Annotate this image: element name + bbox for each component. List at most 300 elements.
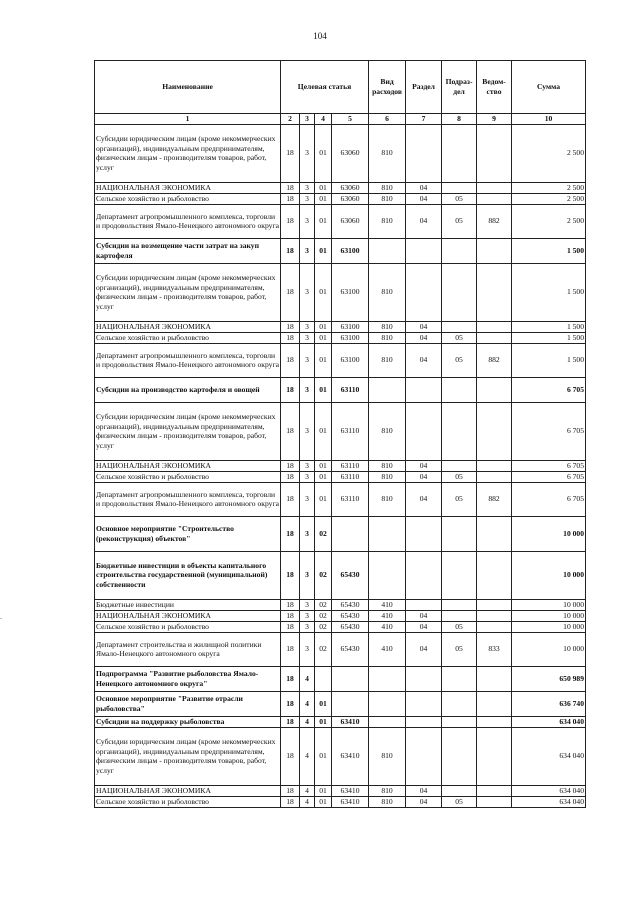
- page-number: 104: [313, 31, 327, 41]
- section: 04: [406, 460, 442, 471]
- table-row: [95, 402, 586, 460]
- column-number-row: [95, 114, 586, 125]
- target-code-1: 18: [281, 124, 300, 182]
- section: [406, 666, 442, 691]
- target-code-3: 01: [315, 193, 332, 204]
- target-code-2: 4: [300, 785, 315, 796]
- sum: 1 500: [512, 343, 586, 377]
- expense-type: 410: [369, 632, 406, 666]
- row-name: Департамент агропромышленного комплекса, торговли и продовольствия Ямало-Ненецкого автономного округа: [95, 204, 281, 238]
- target-code-3: 01: [315, 321, 332, 332]
- section: [406, 599, 442, 610]
- target-code-2: 3: [300, 124, 315, 182]
- department: [477, 599, 512, 610]
- section: [406, 377, 442, 402]
- target-code-1: 18: [281, 402, 300, 460]
- table-row: [95, 263, 586, 321]
- target-code-4: 63060: [332, 204, 369, 238]
- table-row: [95, 516, 586, 551]
- target-code-3: 01: [315, 796, 332, 807]
- target-code-3: 01: [315, 124, 332, 182]
- table-row: [95, 204, 586, 238]
- target-code-4: 63410: [332, 785, 369, 796]
- subsection: 05: [442, 621, 477, 632]
- target-code-2: 3: [300, 632, 315, 666]
- subsection: 05: [442, 343, 477, 377]
- section: [406, 727, 442, 785]
- department: [477, 263, 512, 321]
- expense-type: [369, 238, 406, 263]
- section: [406, 551, 442, 599]
- expense-type: 810: [369, 471, 406, 482]
- expense-type: 810: [369, 727, 406, 785]
- column-number: 6: [369, 114, 406, 125]
- department: [477, 621, 512, 632]
- target-code-3: 01: [315, 204, 332, 238]
- target-code-2: 3: [300, 193, 315, 204]
- target-code-3: 01: [315, 482, 332, 516]
- target-code-1: 18: [281, 182, 300, 193]
- sum: 1 500: [512, 321, 586, 332]
- target-code-4: 63410: [332, 716, 369, 727]
- target-code-3: 01: [315, 182, 332, 193]
- department: [477, 182, 512, 193]
- target-code-2: 3: [300, 610, 315, 621]
- target-code-1: 18: [281, 332, 300, 343]
- target-code-4: 63100: [332, 332, 369, 343]
- header-expense-type: Вид расходов: [369, 61, 406, 114]
- section: 04: [406, 204, 442, 238]
- sum: 6 705: [512, 377, 586, 402]
- subsection: 05: [442, 471, 477, 482]
- row-name: Сельское хозяйство и рыболовство: [95, 471, 281, 482]
- column-number: 5: [332, 114, 369, 125]
- expense-type: [369, 377, 406, 402]
- expense-type: 810: [369, 343, 406, 377]
- row-name: Субсидии на возмещение части затрат на закуп картофеля: [95, 238, 281, 263]
- target-code-3: 01: [315, 238, 332, 263]
- target-code-4: 63060: [332, 193, 369, 204]
- target-code-2: 4: [300, 716, 315, 727]
- row-name: Департамент агропромышленного комплекса, торговли и продовольствия Ямало-Ненецкого автономного округа: [95, 482, 281, 516]
- target-code-4: 63110: [332, 377, 369, 402]
- section: 04: [406, 632, 442, 666]
- subsection: [442, 610, 477, 621]
- table-row: [95, 796, 586, 807]
- department: [477, 471, 512, 482]
- department: [477, 516, 512, 551]
- subsection: 05: [442, 796, 477, 807]
- target-code-2: 3: [300, 471, 315, 482]
- target-code-2: 3: [300, 321, 315, 332]
- target-code-1: 18: [281, 321, 300, 332]
- target-code-3: 01: [315, 377, 332, 402]
- sum: 10 000: [512, 599, 586, 610]
- target-code-1: 18: [281, 551, 300, 599]
- target-code-4: 65430: [332, 599, 369, 610]
- department: 882: [477, 343, 512, 377]
- row-name: НАЦИОНАЛЬНАЯ ЭКОНОМИКА: [95, 321, 281, 332]
- table-row: [95, 321, 586, 332]
- subsection: [442, 599, 477, 610]
- target-code-4: 63110: [332, 471, 369, 482]
- section: 04: [406, 343, 442, 377]
- sum: 634 040: [512, 727, 586, 785]
- expense-type: 810: [369, 402, 406, 460]
- row-name: Основное мероприятие "Развитие отрасли рыболовства": [95, 691, 281, 716]
- expense-type: 810: [369, 182, 406, 193]
- subsection: 05: [442, 332, 477, 343]
- department: [477, 716, 512, 727]
- subsection: 05: [442, 193, 477, 204]
- row-name: Субсидии на производство картофеля и овощей: [95, 377, 281, 402]
- column-number: 7: [406, 114, 442, 125]
- row-name: Сельское хозяйство и рыболовство: [95, 621, 281, 632]
- section: [406, 263, 442, 321]
- section: 04: [406, 321, 442, 332]
- target-code-1: 18: [281, 471, 300, 482]
- table-row: [95, 666, 586, 691]
- target-code-1: 18: [281, 691, 300, 716]
- target-code-2: 3: [300, 482, 315, 516]
- sum: 2 500: [512, 193, 586, 204]
- target-code-2: 3: [300, 621, 315, 632]
- row-name: Субсидии юридическим лицам (кроме некоммерческих организаций), индивидуальным предпринимателям, физическим лицам - производителям товаров, работ, услуг: [95, 124, 281, 182]
- department: 882: [477, 482, 512, 516]
- target-code-3: 02: [315, 599, 332, 610]
- subsection: [442, 321, 477, 332]
- target-code-4: 65430: [332, 551, 369, 599]
- target-code-4: 63060: [332, 182, 369, 193]
- table-row: [95, 727, 586, 785]
- row-name: Субсидии юридическим лицам (кроме некоммерческих организаций), индивидуальным предпринимателям, физическим лицам - производителям товаров, работ, услуг: [95, 263, 281, 321]
- column-number: 4: [315, 114, 332, 125]
- target-code-1: 18: [281, 610, 300, 621]
- table-row: [95, 621, 586, 632]
- target-code-2: 3: [300, 263, 315, 321]
- subsection: [442, 691, 477, 716]
- table-row: [95, 482, 586, 516]
- header-sum: Сумма: [512, 61, 586, 114]
- row-name: НАЦИОНАЛЬНАЯ ЭКОНОМИКА: [95, 785, 281, 796]
- row-name: Подпрограмма "Развитие рыболовства Ямало-Ненецкого автономного округа": [95, 666, 281, 691]
- subsection: [442, 377, 477, 402]
- target-code-1: 18: [281, 263, 300, 321]
- header-department: Ведом-ство: [477, 61, 512, 114]
- expense-type: 810: [369, 193, 406, 204]
- sum: 6 705: [512, 402, 586, 460]
- target-code-4: 65430: [332, 632, 369, 666]
- section: [406, 516, 442, 551]
- department: [477, 321, 512, 332]
- target-code-3: 01: [315, 402, 332, 460]
- section: 04: [406, 796, 442, 807]
- expense-type: 810: [369, 460, 406, 471]
- sum: 6 705: [512, 482, 586, 516]
- section: [406, 124, 442, 182]
- table-body: [95, 124, 586, 807]
- target-code-1: 18: [281, 460, 300, 471]
- department: [477, 796, 512, 807]
- target-code-1: 18: [281, 666, 300, 691]
- department: [477, 460, 512, 471]
- target-code-1: 18: [281, 621, 300, 632]
- target-code-2: 4: [300, 727, 315, 785]
- section: [406, 691, 442, 716]
- target-code-2: 4: [300, 796, 315, 807]
- expense-type: 410: [369, 610, 406, 621]
- target-code-1: 18: [281, 193, 300, 204]
- expense-type: [369, 691, 406, 716]
- target-code-1: 18: [281, 516, 300, 551]
- target-code-4: 63100: [332, 263, 369, 321]
- subsection: [442, 124, 477, 182]
- sum: 6 705: [512, 471, 586, 482]
- target-code-4: 63060: [332, 124, 369, 182]
- section: 04: [406, 182, 442, 193]
- target-code-3: 02: [315, 516, 332, 551]
- table-row: [95, 610, 586, 621]
- subsection: [442, 666, 477, 691]
- department: [477, 610, 512, 621]
- subsection: [442, 727, 477, 785]
- row-name: НАЦИОНАЛЬНАЯ ЭКОНОМИКА: [95, 610, 281, 621]
- target-code-2: 3: [300, 551, 315, 599]
- target-code-2: 3: [300, 204, 315, 238]
- subsection: [442, 716, 477, 727]
- section: 04: [406, 621, 442, 632]
- sum: 1 500: [512, 263, 586, 321]
- target-code-1: 18: [281, 716, 300, 727]
- department: [477, 124, 512, 182]
- department: [477, 666, 512, 691]
- target-code-1: 18: [281, 377, 300, 402]
- target-code-3: 01: [315, 460, 332, 471]
- target-code-1: 18: [281, 796, 300, 807]
- column-number: 1: [95, 114, 281, 125]
- target-code-1: 18: [281, 482, 300, 516]
- target-code-3: 01: [315, 716, 332, 727]
- budget-table: [94, 60, 586, 808]
- target-code-3: [315, 666, 332, 691]
- row-name: Бюджетные инвестиции: [95, 599, 281, 610]
- target-code-4: 65430: [332, 610, 369, 621]
- row-name: Департамент строительства и жилищной политики Ямало-Ненецкого автономного округа: [95, 632, 281, 666]
- sum: 634 040: [512, 716, 586, 727]
- sum: 10 000: [512, 610, 586, 621]
- subsection: [442, 516, 477, 551]
- sum: 1 500: [512, 332, 586, 343]
- row-name: Субсидии юридическим лицам (кроме некоммерческих организаций), индивидуальным предпринимателям, физическим лицам - производителям товаров, работ, услуг: [95, 402, 281, 460]
- expense-type: 810: [369, 482, 406, 516]
- department: [477, 377, 512, 402]
- row-name: НАЦИОНАЛЬНАЯ ЭКОНОМИКА: [95, 460, 281, 471]
- target-code-4: 65430: [332, 621, 369, 632]
- subsection: [442, 402, 477, 460]
- table-row: [95, 238, 586, 263]
- department: [477, 691, 512, 716]
- table-row: [95, 377, 586, 402]
- target-code-3: 01: [315, 785, 332, 796]
- target-code-2: 4: [300, 666, 315, 691]
- sum: 10 000: [512, 621, 586, 632]
- table-row: [95, 785, 586, 796]
- target-code-3: 01: [315, 471, 332, 482]
- sum: 2 500: [512, 182, 586, 193]
- sum: 10 000: [512, 632, 586, 666]
- target-code-3: 01: [315, 332, 332, 343]
- target-code-4: [332, 516, 369, 551]
- sum: 636 740: [512, 691, 586, 716]
- sum: 6 705: [512, 460, 586, 471]
- target-code-2: 3: [300, 377, 315, 402]
- target-code-4: 63110: [332, 460, 369, 471]
- column-number: 10: [512, 114, 586, 125]
- table-row: [95, 193, 586, 204]
- subsection: 05: [442, 482, 477, 516]
- target-code-1: 18: [281, 238, 300, 263]
- column-number: 3: [300, 114, 315, 125]
- table-row: [95, 551, 586, 599]
- subsection: [442, 460, 477, 471]
- section: 04: [406, 332, 442, 343]
- target-code-1: 18: [281, 204, 300, 238]
- sum: 1 500: [512, 238, 586, 263]
- department: [477, 727, 512, 785]
- target-code-4: 63100: [332, 321, 369, 332]
- sum: 2 500: [512, 204, 586, 238]
- header-section: Раздел: [406, 61, 442, 114]
- table-row: [95, 460, 586, 471]
- expense-type: 810: [369, 785, 406, 796]
- expense-type: 810: [369, 263, 406, 321]
- expense-type: 410: [369, 599, 406, 610]
- expense-type: 810: [369, 321, 406, 332]
- department: [477, 402, 512, 460]
- target-code-3: 02: [315, 610, 332, 621]
- target-code-1: 18: [281, 632, 300, 666]
- department: [477, 193, 512, 204]
- section: [406, 716, 442, 727]
- section: 04: [406, 471, 442, 482]
- expense-type: [369, 516, 406, 551]
- row-name: Департамент агропромышленного комплекса, торговли и продовольствия Ямало-Ненецкого автономного округа: [95, 343, 281, 377]
- target-code-4: 63410: [332, 796, 369, 807]
- column-number: 2: [281, 114, 300, 125]
- target-code-4: 63410: [332, 727, 369, 785]
- subsection: [442, 785, 477, 796]
- table-row: [95, 691, 586, 716]
- target-code-4: [332, 666, 369, 691]
- target-code-1: 18: [281, 599, 300, 610]
- column-number: 9: [477, 114, 512, 125]
- target-code-3: 02: [315, 551, 332, 599]
- row-name: Субсидии на поддержку рыболовства: [95, 716, 281, 727]
- section: 04: [406, 785, 442, 796]
- target-code-3: 01: [315, 727, 332, 785]
- target-code-4: 63110: [332, 402, 369, 460]
- table-row: [95, 471, 586, 482]
- row-name: Субсидии юридическим лицам (кроме некоммерческих организаций), индивидуальным предпринимателям, физическим лицам - производителям товаров, работ, услуг: [95, 727, 281, 785]
- target-code-2: 3: [300, 182, 315, 193]
- row-name: Сельское хозяйство и рыболовство: [95, 796, 281, 807]
- target-code-2: 4: [300, 691, 315, 716]
- target-code-4: 63100: [332, 238, 369, 263]
- table-row: [95, 332, 586, 343]
- table-row: [95, 182, 586, 193]
- expense-type: 810: [369, 796, 406, 807]
- target-code-2: 3: [300, 332, 315, 343]
- table-row: [95, 599, 586, 610]
- target-code-3: 01: [315, 691, 332, 716]
- subsection: [442, 238, 477, 263]
- subsection: [442, 263, 477, 321]
- target-code-4: 63100: [332, 343, 369, 377]
- expense-type: 810: [369, 124, 406, 182]
- section: 04: [406, 610, 442, 621]
- header-subsection: Подраз-дел: [442, 61, 477, 114]
- department: [477, 785, 512, 796]
- target-code-2: 3: [300, 460, 315, 471]
- table-row: [95, 124, 586, 182]
- department: [477, 551, 512, 599]
- expense-type: 810: [369, 204, 406, 238]
- target-code-3: 02: [315, 621, 332, 632]
- table-row: [95, 716, 586, 727]
- sum: 10 000: [512, 551, 586, 599]
- sum: 634 040: [512, 796, 586, 807]
- target-code-4: 63110: [332, 482, 369, 516]
- department: 833: [477, 632, 512, 666]
- expense-type: 810: [369, 332, 406, 343]
- target-code-1: 18: [281, 727, 300, 785]
- section: 04: [406, 193, 442, 204]
- target-code-2: 3: [300, 402, 315, 460]
- target-code-3: 02: [315, 632, 332, 666]
- department: [477, 332, 512, 343]
- margin-mark: .: [0, 612, 2, 621]
- section: [406, 238, 442, 263]
- section: [406, 402, 442, 460]
- sum: 650 989: [512, 666, 586, 691]
- subsection: 05: [442, 632, 477, 666]
- expense-type: 410: [369, 621, 406, 632]
- table-row: [95, 343, 586, 377]
- target-code-2: 3: [300, 238, 315, 263]
- header-row: [95, 61, 586, 114]
- subsection: [442, 551, 477, 599]
- header-target: Целевая статья: [281, 61, 369, 114]
- target-code-1: 18: [281, 785, 300, 796]
- target-code-3: 01: [315, 343, 332, 377]
- target-code-2: 3: [300, 516, 315, 551]
- column-number: 8: [442, 114, 477, 125]
- subsection: 05: [442, 204, 477, 238]
- target-code-3: 01: [315, 263, 332, 321]
- sum: 10 000: [512, 516, 586, 551]
- sum: 2 500: [512, 124, 586, 182]
- row-name: Сельское хозяйство и рыболовство: [95, 332, 281, 343]
- sum: 634 040: [512, 785, 586, 796]
- target-code-4: [332, 691, 369, 716]
- department: [477, 238, 512, 263]
- expense-type: [369, 666, 406, 691]
- row-name: Основное мероприятие "Строительство (реконструкция) объектов": [95, 516, 281, 551]
- table-row: [95, 632, 586, 666]
- expense-type: [369, 716, 406, 727]
- row-name: Сельское хозяйство и рыболовство: [95, 193, 281, 204]
- row-name: НАЦИОНАЛЬНАЯ ЭКОНОМИКА: [95, 182, 281, 193]
